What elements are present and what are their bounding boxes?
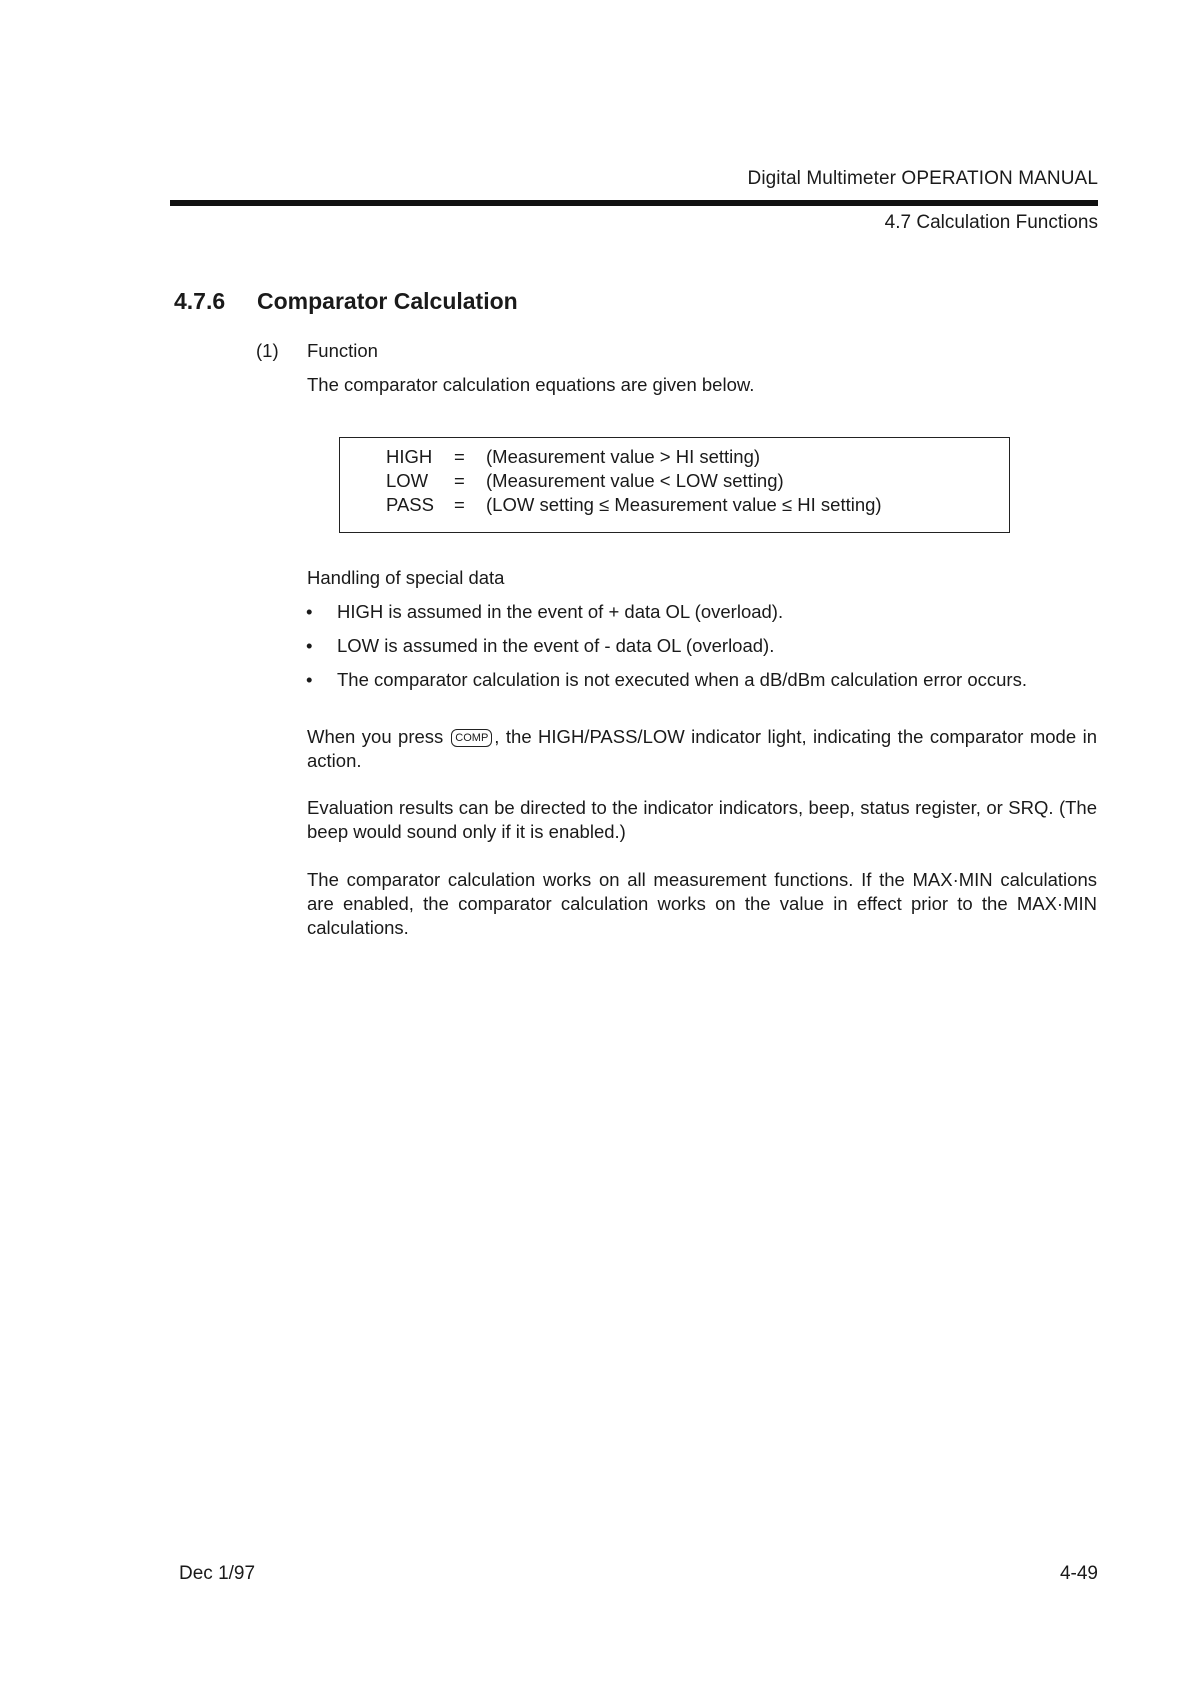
equation-expression: (Measurement value > HI setting) bbox=[486, 446, 761, 467]
bullet-icon: • bbox=[306, 635, 313, 656]
bullet-item: LOW is assumed in the event of - data OL (overload). bbox=[337, 635, 775, 656]
section-number: 4.7.6 bbox=[174, 288, 226, 314]
subsection-number: (1) bbox=[256, 340, 279, 361]
special-data-heading: Handling of special data bbox=[307, 567, 505, 588]
header-rule bbox=[170, 200, 1098, 206]
intro-text: The comparator calculation equations are given below. bbox=[307, 374, 755, 395]
equation-expression: (LOW setting ≤ Measurement value ≤ HI setting) bbox=[486, 494, 882, 515]
equation-equals: = bbox=[454, 446, 465, 467]
comp-key-paragraph bbox=[307, 725, 1097, 773]
paragraph-text: When you press bbox=[307, 726, 444, 747]
equation-equals: = bbox=[454, 494, 465, 515]
max-min-paragraph: The comparator calculation works on all measurement functions. If the MAX·MIN calculations are enabled, the comparator calculation works on the value in effect prior to the MAX·MIN calculations. bbox=[307, 869, 1097, 938]
bullet-item: The comparator calculation is not executed when a dB/dBm calculation error occurs. bbox=[337, 669, 1027, 690]
paragraph-text: , the HIGH/PASS/LOW indicator light, indicating the comparator mode in action. bbox=[307, 726, 1097, 771]
bullet-icon: • bbox=[306, 669, 313, 690]
page-number: 4-49 bbox=[1059, 1563, 1098, 1584]
footer-date: Dec 1/97 bbox=[179, 1563, 256, 1584]
equation-label: LOW bbox=[386, 470, 429, 491]
subsection-title: Function bbox=[307, 340, 378, 361]
equation-expression: (Measurement value < LOW setting) bbox=[486, 470, 784, 491]
equation-equals: = bbox=[454, 470, 465, 491]
header-section: 4.7 Calculation Functions bbox=[884, 212, 1098, 233]
equation-label: PASS bbox=[386, 494, 434, 515]
header-title: Digital Multimeter OPERATION MANUAL bbox=[747, 168, 1098, 189]
bullet-item: HIGH is assumed in the event of + data OL (overload). bbox=[337, 601, 784, 622]
section-title: Comparator Calculation bbox=[257, 288, 518, 314]
bullet-icon: • bbox=[306, 601, 313, 622]
equation-label: HIGH bbox=[386, 446, 433, 467]
comp-key-icon: COMP bbox=[451, 729, 492, 747]
evaluation-paragraph: Evaluation results can be directed to the indicator indicators, beep, status register, or SRQ. (The beep would sound only if it is enabled.) bbox=[307, 797, 1097, 842]
equation-box bbox=[339, 437, 1010, 533]
